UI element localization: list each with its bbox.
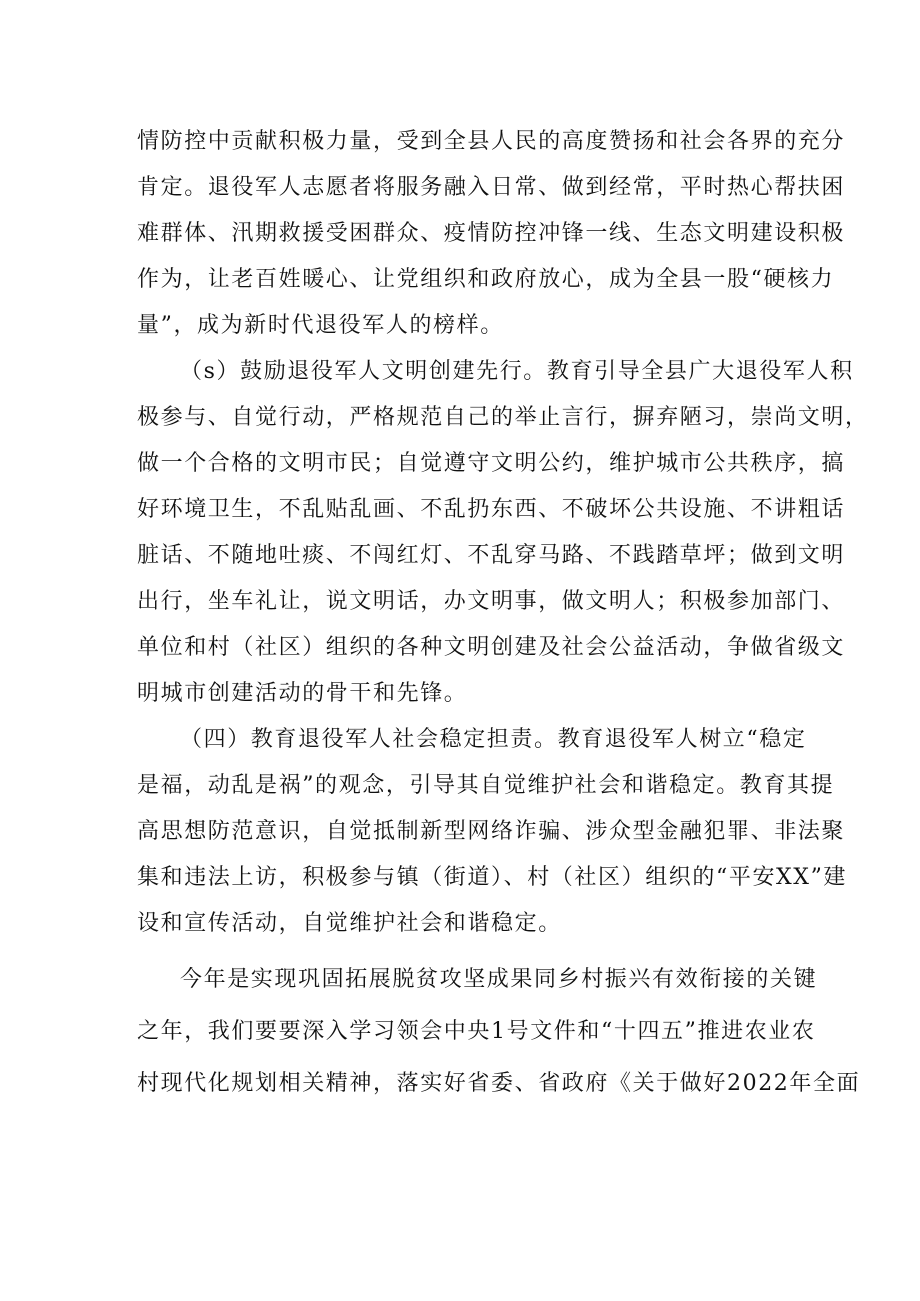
text-line: 量”，成为新时代退役军人的榜样。 <box>137 313 504 338</box>
text-line: 单位和村（社区）组织的各种文明创建及社会公益活动，争做省级文 <box>137 635 846 660</box>
text-line: 难群体、汛期救援受困群众、疫情防控冲锋一线、生态文明建设积极 <box>137 221 846 246</box>
paragraph-first-line: 今年是实现巩固拓展脱贫攻坚成果同乡村振兴有效衔接的关键 <box>180 967 818 992</box>
text-line: 明城市创建活动的骨干和先锋。 <box>137 681 468 706</box>
paragraph-heading-line: （s）鼓励退役军人文明创建先行。教育引导全县广大退役军人积 <box>180 359 854 384</box>
text-line: 之年，我们要要深入学习领会中央1号文件和“十四五”推进农业农 <box>137 1019 816 1044</box>
text-line: 肯定。退役军人志愿者将服务融入日常、做到经常，平时热心帮扶困 <box>137 175 846 200</box>
text-line: 是福，动乱是祸”的观念，引导其自觉维护社会和谐稳定。教育其提 <box>137 773 835 798</box>
text-line: 作为，让老百姓暖心、让党组织和政府放心，成为全县一股“硬核力 <box>137 267 835 292</box>
text-line: 脏话、不随地吐痰、不闯红灯、不乱穿马路、不践踏草坪；做到文明 <box>137 543 846 568</box>
text-line: 极参与、自觉行动，严格规范自己的举止言行，摒弃陋习，崇尚文明， <box>137 405 869 430</box>
text-line: 设和宣传活动，自觉维护社会和谐稳定。 <box>137 911 562 936</box>
text-line: 高思想防范意识，自觉抵制新型网络诈骗、涉众型金融犯罪、非法聚 <box>137 819 846 844</box>
text-line: 集和违法上访，积极参与镇（街道）、村（社区）组织的“平安XX”建 <box>137 865 848 890</box>
paragraph-heading-line: （四）教育退役军人社会稳定担责。教育退役军人树立“稳定 <box>180 727 807 752</box>
text-line: 出行，坐车礼让，说文明话，办文明事，做文明人；积极参加部门、 <box>137 589 846 614</box>
text-line: 情防控中贡献积极力量，受到全县人民的高度赞扬和社会各界的充分 <box>137 129 846 154</box>
text-line: 做一个合格的文明市民；自觉遵守文明公约，维护城市公共秩序，搞 <box>137 451 846 476</box>
text-line: 村现代化规划相关精神，落实好省委、省政府《关于做好2022年全面 <box>137 1071 861 1096</box>
text-line: 好环境卫生，不乱贴乱画、不乱扔东西、不破坏公共设施、不讲粗话 <box>137 497 846 522</box>
